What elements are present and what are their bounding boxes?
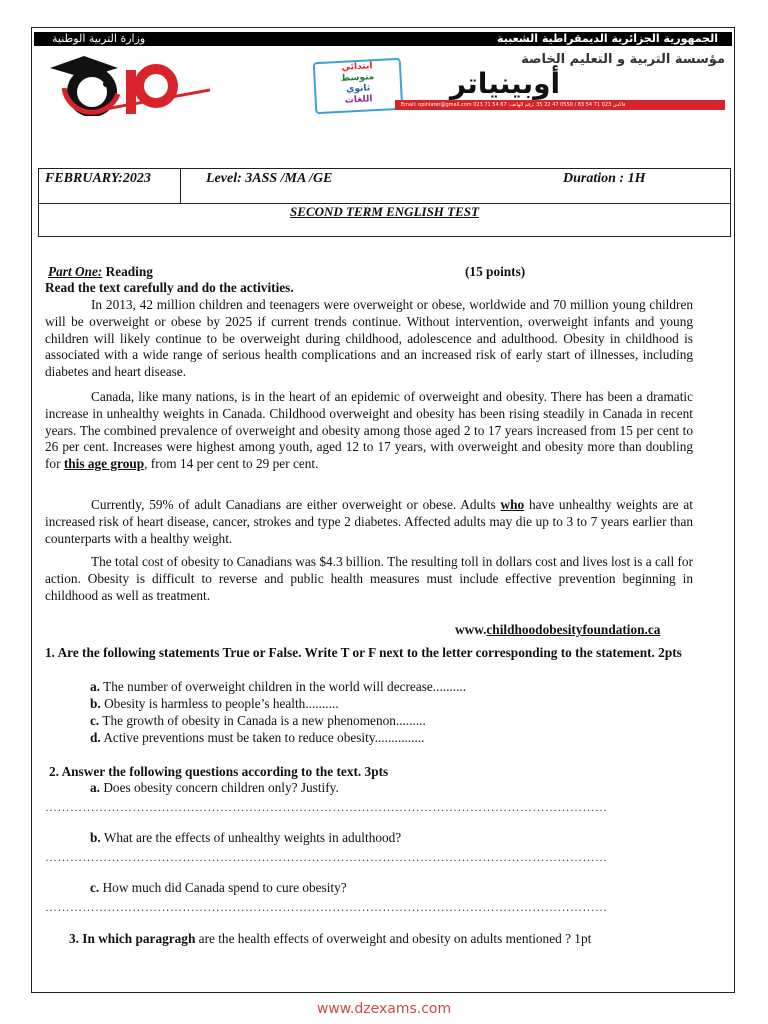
- reading-instruction: Read the text carefully and do the activities.: [45, 280, 294, 295]
- source-prefix: www.: [455, 622, 487, 637]
- badge-line: ثانوي: [345, 83, 371, 95]
- item-letter: c.: [90, 713, 100, 728]
- exam-info-row: [39, 169, 730, 204]
- ministry-text: وزارة التربية الوطنية: [52, 32, 146, 45]
- header-band: [34, 32, 732, 46]
- q1-item-b: [90, 696, 339, 712]
- q1-item-a: [90, 679, 466, 695]
- paragraph-3: [45, 497, 693, 547]
- part-name: Reading: [105, 264, 153, 279]
- item-text: The growth of obesity in Canada is a new phenomenon.........: [102, 713, 426, 728]
- source-domain: childhoodobesityfoundation.ca: [486, 622, 661, 637]
- source-link[interactable]: [455, 622, 660, 639]
- q2-item-c: [90, 880, 347, 896]
- item-text: Does obesity concern children only? Justify.: [103, 780, 339, 795]
- item-text: Obesity is harmless to people’s health..........: [104, 696, 339, 711]
- paragraph-3-text: Currently, 59% of adult Canadians are either overweight or obese. Adults: [91, 497, 501, 512]
- item-text: How much did Canada spend to cure obesity?: [102, 880, 347, 895]
- exam-duration: Duration : 1H: [563, 171, 646, 186]
- question-3-rest: are the health effects of overweight and obesity on adults mentioned ? 1pt: [195, 931, 592, 946]
- item-letter: d.: [90, 730, 101, 745]
- badge-line: ابتدائي: [341, 61, 373, 73]
- paragraph-1: In 2013, 42 million children and teenagers were overweight or obese, worldwide and 70 million young children will be overweight or obese by 2025 if current trends continue. Without intervention, overweight infants and young children will likely continue to be overweight during childhood, adolescence and adulthood. Obesity in childhood is associated with a wide range of serious health complications and an increased risk of early start of illnesses, including diabetes and heart disease.: [45, 297, 693, 380]
- question-2-title: 2. Answer the following questions according to the text. 3pts: [49, 764, 389, 779]
- answer-line-b[interactable]: ………………………………………………………………………………………………………………………: [45, 850, 608, 864]
- exam-level: Level: 3ASS /MA /GE: [206, 171, 333, 186]
- item-letter: c.: [90, 880, 100, 895]
- part-one-heading: [48, 264, 153, 281]
- reference-who: who: [500, 497, 525, 512]
- item-text: Active preventions must be taken to reduce obesity...............: [103, 730, 425, 745]
- question-1-title: 1. Are the following statements True or False. Write T or F next to the letter corresponding to the statement. 2pts: [45, 645, 682, 660]
- school-logo: [40, 50, 210, 116]
- test-title: SECOND TERM ENGLISH TEST: [290, 204, 479, 219]
- republic-text: الجمهورية الجزائرية الديمقراطية الشعبية: [497, 32, 718, 45]
- paragraph-2-end: , from 14 per cent to 29 per cent.: [144, 456, 319, 472]
- institution-name: مؤسسة التربية و التعليم الخاصة: [521, 52, 725, 67]
- paragraph-2: [45, 389, 693, 473]
- q2-item-b: [90, 830, 401, 846]
- contact-text: Email: opiniater@gmail.com 023 71 54 67 :فاكس 023 71 54 83 / 0550 47 22 35 :رقم الهاتف: [401, 102, 626, 108]
- item-letter: b.: [90, 830, 101, 845]
- q2-item-a: [90, 780, 339, 796]
- exam-info-table: [38, 168, 731, 237]
- part-label: Part One:: [48, 264, 103, 279]
- brand-name: أوبينياتر: [449, 67, 561, 100]
- question-3-title: [69, 931, 591, 948]
- part-points: (15 points): [465, 264, 526, 279]
- item-text: What are the effects of unhealthy weights in adulthood?: [103, 830, 402, 845]
- question-3-lead: 3. In which paragragh: [69, 931, 196, 946]
- paragraph-2-text: Canada, like many nations, is in the heart of an epidemic of overweight and obesity. There has been a dramatic increase in unhealthy weights in Canada. Childhood overweight and obesity has been rising steadily in Canada in recent years. The combined prevalence of overweight and obesity among those aged 2 to 17 years increased from 15 per cent to 26 per cent. Increases were highest among youth, aged 12 to 17 years, with overweight and obesity more than doubling for: [45, 389, 693, 472]
- item-letter: a.: [90, 679, 100, 694]
- contact-bar: [395, 100, 725, 110]
- paragraph-3-end: have unhealthy weights are at increased risk of heart disease, cancer, strokes and type 2 diabetes. Affected adults may die up to 3 to 7 years earlier than counterparts with a healthy weight.: [45, 497, 693, 546]
- q1-item-c: [90, 713, 426, 729]
- badge-line: اللغات: [344, 94, 373, 106]
- paragraph-4: The total cost of obesity to Canadians was $4.3 billion. The resulting toll in dollars cost and lives lost is a call for action. Obesity is difficult to reverse and public health measures must include effective prevention beginning in childhood as well as treatment.: [45, 554, 693, 603]
- levels-badge: [313, 58, 404, 115]
- item-letter: b.: [90, 696, 101, 711]
- item-letter: a.: [90, 780, 100, 795]
- reference-this-age-group: this age group: [63, 456, 145, 472]
- footer-site[interactable]: www.dzexams.com: [316, 1001, 452, 1017]
- table-divider: [180, 169, 181, 203]
- answer-line-a[interactable]: ………………………………………………………………………………………………………………………: [45, 800, 608, 814]
- badge-line: متوسط: [340, 72, 375, 84]
- exam-date: FEBRUARY:2023: [45, 171, 151, 186]
- item-text: The number of overweight children in the world will decrease..........: [103, 679, 467, 694]
- answer-line-c[interactable]: ………………………………………………………………………………………………………………………: [45, 900, 608, 914]
- q1-item-d: [90, 730, 424, 746]
